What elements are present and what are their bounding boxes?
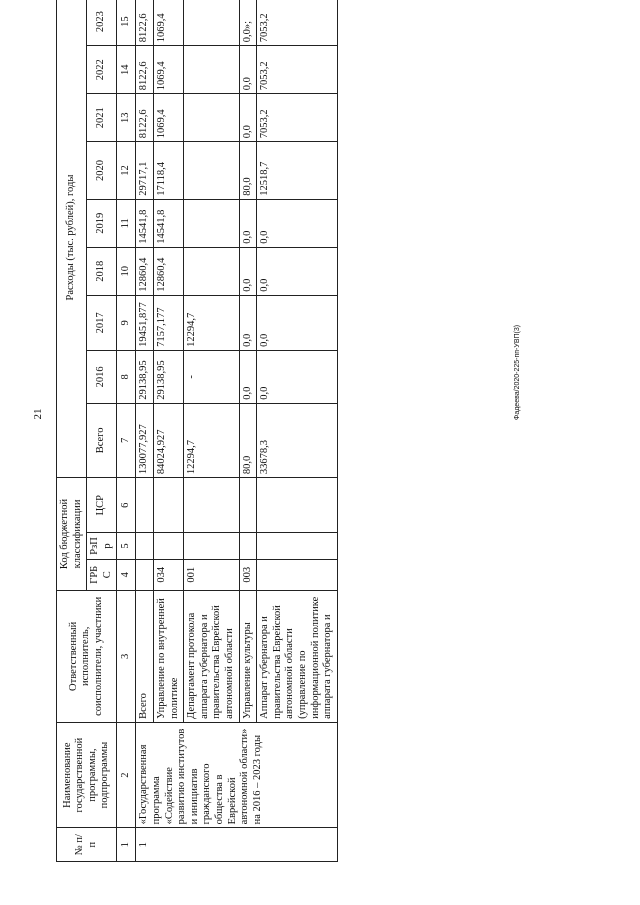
grbs-cell bbox=[257, 559, 338, 590]
year-cell: 1069,4 bbox=[153, 0, 183, 46]
grbs-cell: 003 bbox=[239, 559, 257, 590]
year-cell: 7053,2 bbox=[257, 94, 338, 142]
year-cell bbox=[184, 0, 239, 46]
column-number: 13 bbox=[117, 94, 136, 142]
total-cell: 33678,3 bbox=[257, 403, 338, 477]
header-year: 2021 bbox=[87, 94, 117, 142]
year-cell: 0,0 bbox=[257, 247, 338, 295]
column-number: 3 bbox=[117, 590, 136, 722]
year-cell: 80,0 bbox=[239, 142, 257, 200]
header-year: 2022 bbox=[87, 46, 117, 94]
column-number: 15 bbox=[117, 0, 136, 46]
year-cell: 12860,4 bbox=[153, 247, 183, 295]
year-cell: 0,0 bbox=[239, 94, 257, 142]
year-cell: 14541,8 bbox=[153, 199, 183, 247]
total-cell: 130077,927 bbox=[136, 403, 154, 477]
column-number-row bbox=[117, 0, 136, 862]
column-number: 7 bbox=[117, 403, 136, 477]
program-number: 1 bbox=[136, 828, 337, 862]
header-year: 2023 bbox=[87, 0, 117, 46]
executor-cell: Аппарат губернатора и правительства Еврейской автономной области (управление по информационной политике аппарата губернатора и bbox=[257, 590, 338, 722]
year-cell: 7157,177 bbox=[153, 295, 183, 350]
header-year: 2019 bbox=[87, 199, 117, 247]
header-year: 2016 bbox=[87, 350, 117, 403]
year-cell: 0,0 bbox=[257, 295, 338, 350]
column-number: 2 bbox=[117, 722, 136, 828]
rzpr-cell bbox=[136, 533, 154, 559]
header-year: 2018 bbox=[87, 247, 117, 295]
csr-cell bbox=[136, 478, 154, 533]
year-cell: 7053,2 bbox=[257, 0, 338, 46]
year-cell bbox=[184, 142, 239, 200]
year-cell: - bbox=[184, 350, 239, 403]
rotated-page bbox=[56, 0, 586, 862]
year-cell: 1069,4 bbox=[153, 94, 183, 142]
year-cell: 8122,6 bbox=[136, 94, 154, 142]
header-grbs: ГРБС bbox=[87, 559, 117, 590]
column-number: 11 bbox=[117, 199, 136, 247]
year-cell: 29138,95 bbox=[153, 350, 183, 403]
csr-cell bbox=[257, 478, 338, 533]
year-cell: 8122,6 bbox=[136, 46, 154, 94]
year-cell: 19451,877 bbox=[136, 295, 154, 350]
header-total: Всего bbox=[87, 403, 117, 477]
csr-cell bbox=[239, 478, 257, 533]
year-cell: 8122,6 bbox=[136, 0, 154, 46]
header-rzpr: РзПр bbox=[87, 533, 117, 559]
year-cell: 14541,8 bbox=[136, 199, 154, 247]
year-cell: 29717,1 bbox=[136, 142, 154, 200]
grbs-cell: 034 bbox=[153, 559, 183, 590]
year-cell: 12294,7 bbox=[184, 295, 239, 350]
column-number: 8 bbox=[117, 350, 136, 403]
grbs-cell bbox=[136, 559, 154, 590]
year-cell: 7053,2 bbox=[257, 46, 338, 94]
year-cell: 1069,4 bbox=[153, 46, 183, 94]
grbs-cell: 001 bbox=[184, 559, 239, 590]
footer-note: Фадеева/2020-225-пп-УВП(3) bbox=[514, 324, 521, 420]
column-number: 1 bbox=[117, 828, 136, 862]
column-number: 6 bbox=[117, 478, 136, 533]
budget-table bbox=[56, 0, 338, 862]
header-executor: Ответственный исполнитель, соисполнители, участники bbox=[57, 590, 117, 722]
page-number: 21 bbox=[32, 408, 44, 420]
year-cell: 0,0 bbox=[239, 350, 257, 403]
year-cell: 0,0 bbox=[257, 199, 338, 247]
rzpr-cell bbox=[153, 533, 183, 559]
year-cell: 0,0 bbox=[257, 350, 338, 403]
year-cell: 12860,4 bbox=[136, 247, 154, 295]
csr-cell bbox=[184, 478, 239, 533]
column-number: 5 bbox=[117, 533, 136, 559]
header-budget-code: Код бюджетной классификации bbox=[57, 478, 87, 591]
year-cell: 0,0 bbox=[239, 46, 257, 94]
year-cell: 0,0 bbox=[239, 199, 257, 247]
year-cell bbox=[184, 46, 239, 94]
header-expenses: Расходы (тыс. рублей), годы bbox=[57, 0, 87, 478]
header-no: № п/п bbox=[57, 828, 117, 862]
column-number: 14 bbox=[117, 46, 136, 94]
year-cell bbox=[184, 94, 239, 142]
year-cell: 0,0 bbox=[239, 295, 257, 350]
header-year: 2017 bbox=[87, 295, 117, 350]
rzpr-cell bbox=[184, 533, 239, 559]
total-cell: 80,0 bbox=[239, 403, 257, 477]
executor-cell: Департамент протокола аппарата губернатора и правительства Еврейской автономной области bbox=[184, 590, 239, 722]
header-year: 2020 bbox=[87, 142, 117, 200]
column-number: 12 bbox=[117, 142, 136, 200]
header-name: Наименование государственной программы, подпрограммы bbox=[57, 722, 117, 828]
year-cell bbox=[184, 199, 239, 247]
year-cell: 0,0»; bbox=[239, 0, 257, 46]
rzpr-cell bbox=[257, 533, 338, 559]
executor-cell: Управление по внутренней политике bbox=[153, 590, 183, 722]
year-cell bbox=[184, 247, 239, 295]
rzpr-cell bbox=[239, 533, 257, 559]
year-cell: 12518,7 bbox=[257, 142, 338, 200]
header-csr: ЦСР bbox=[87, 478, 117, 533]
column-number: 10 bbox=[117, 247, 136, 295]
column-number: 4 bbox=[117, 559, 136, 590]
csr-cell bbox=[153, 478, 183, 533]
column-number: 9 bbox=[117, 295, 136, 350]
year-cell: 0,0 bbox=[239, 247, 257, 295]
executor-cell: Всего bbox=[136, 590, 154, 722]
table-row bbox=[136, 0, 154, 862]
year-cell: 29138,95 bbox=[136, 350, 154, 403]
total-cell: 12294,7 bbox=[184, 403, 239, 477]
year-cell: 17118,4 bbox=[153, 142, 183, 200]
total-cell: 84024,927 bbox=[153, 403, 183, 477]
executor-cell: Управление культуры bbox=[239, 590, 257, 722]
program-name: «Государственная программа «Содействие развитию институтов и инициатив гражданского общества в Еврейской автономной области» на 2016 – 2023 годы bbox=[136, 722, 337, 828]
